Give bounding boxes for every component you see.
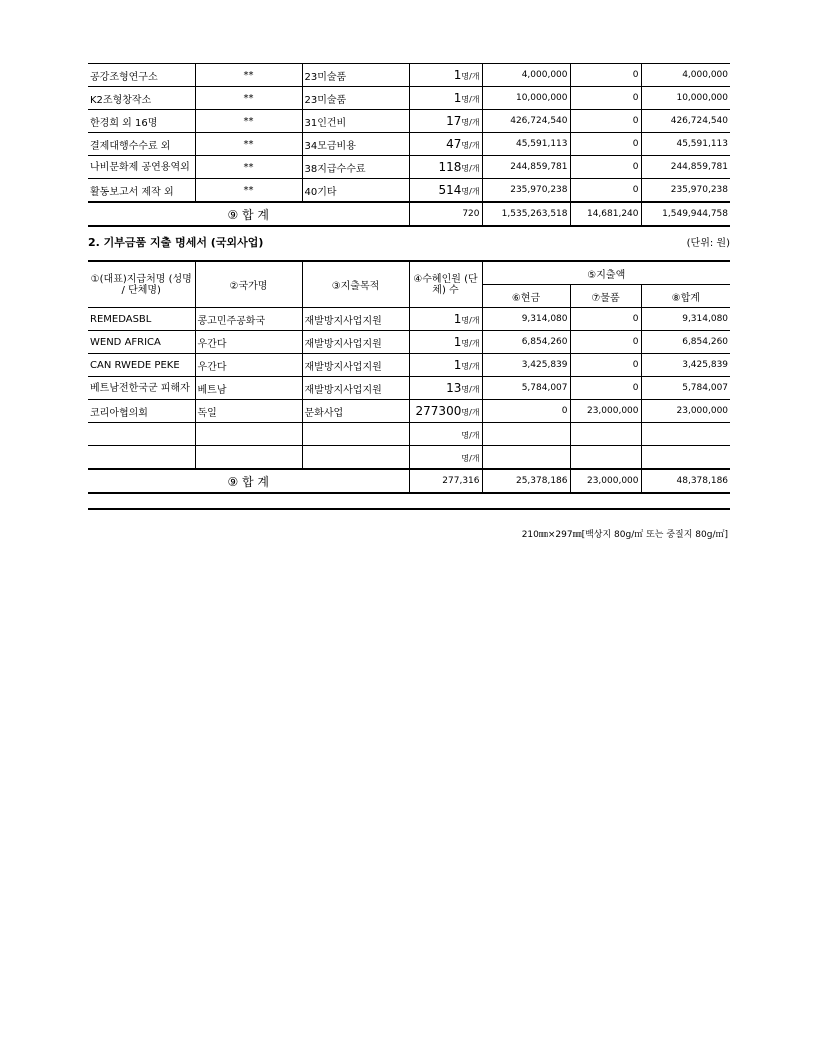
header-recipient: ①(대표)지급처명 (성명 / 단체명) [88,261,195,308]
total-count: 277,316 [409,469,482,493]
expense-purpose: 재발방지사업지원 [302,308,409,331]
expense-purpose: 재발방지사업지원 [302,354,409,377]
goods-amount: 0 [570,133,641,156]
table-row [88,156,730,179]
cash-amount: 6,854,260 [482,331,570,354]
expense-purpose: 34모금비용 [302,133,409,156]
total-label: ⑨ 합 계 [88,469,409,493]
masked-code: ** [195,64,302,87]
expense-purpose [302,446,409,470]
total-row [88,469,730,493]
header-cash: ⑥현금 [482,285,570,308]
goods-amount: 0 [570,110,641,133]
total-amount [641,423,730,446]
recipient-name: 공강조형연구소 [88,64,195,87]
beneficiary-count: 명/개 [409,446,482,470]
country-name [195,423,302,446]
table-row [88,377,730,400]
recipient-name: CAN RWEDE PEKE [88,354,195,377]
paper-spec-note: 210㎜×297㎜[백상지 80g/㎡ 또는 중질지 80g/㎡] [521,530,728,540]
overseas-expenditure-table [88,260,730,494]
total-amount: 23,000,000 [641,400,730,423]
recipient-name: 결제대행수수료 외 [88,133,195,156]
goods-amount: 0 [570,87,641,110]
recipient-name: 나비문화제 공연용역외 [88,156,195,179]
total-goods: 14,681,240 [570,202,641,226]
country-name: 베트남 [195,377,302,400]
cash-amount: 45,591,113 [482,133,570,156]
expense-purpose: 23미술품 [302,64,409,87]
goods-amount: 23,000,000 [570,400,641,423]
goods-amount: 0 [570,331,641,354]
masked-code: ** [195,110,302,133]
section-heading [88,234,730,252]
beneficiary-count: 1명/개 [409,87,482,110]
cash-amount [482,423,570,446]
beneficiary-count: 17명/개 [409,110,482,133]
total-sum: 48,378,186 [641,469,730,493]
total-amount: 5,784,007 [641,377,730,400]
goods-amount: 0 [570,64,641,87]
header-country: ②국가명 [195,261,302,308]
total-amount: 235,970,238 [641,179,730,203]
total-count: 720 [409,202,482,226]
expense-purpose: 23미술품 [302,87,409,110]
goods-amount [570,446,641,470]
goods-amount [570,423,641,446]
country-name [195,446,302,470]
domestic-expenditure-table [88,63,730,227]
table-row [88,110,730,133]
beneficiary-count: 1명/개 [409,64,482,87]
total-amount: 3,425,839 [641,354,730,377]
total-goods: 23,000,000 [570,469,641,493]
country-name: 독일 [195,400,302,423]
table-row [88,423,730,446]
table-row [88,308,730,331]
recipient-name: 베트남전한국군 피해자 [88,377,195,400]
total-amount: 10,000,000 [641,87,730,110]
total-cash: 1,535,263,518 [482,202,570,226]
country-name: 우간다 [195,331,302,354]
total-amount: 4,000,000 [641,64,730,87]
total-amount: 6,854,260 [641,331,730,354]
table-row [88,179,730,203]
beneficiary-count: 47명/개 [409,133,482,156]
table-row [88,64,730,87]
goods-amount: 0 [570,377,641,400]
total-sum: 1,549,944,758 [641,202,730,226]
header-total: ⑧합계 [641,285,730,308]
total-cash: 25,378,186 [482,469,570,493]
country-name: 콩고민주공화국 [195,308,302,331]
total-amount [641,446,730,470]
recipient-name: 코리아협의회 [88,400,195,423]
masked-code: ** [195,156,302,179]
beneficiary-count: 277300명/개 [409,400,482,423]
total-label: ⑨ 합 계 [88,202,409,226]
total-amount: 9,314,080 [641,308,730,331]
table-row [88,87,730,110]
beneficiary-count: 118명/개 [409,156,482,179]
expense-purpose: 재발방지사업지원 [302,331,409,354]
table-row [88,133,730,156]
cash-amount [482,446,570,470]
expense-purpose: 문화사업 [302,400,409,423]
expense-purpose: 38지급수수료 [302,156,409,179]
goods-amount: 0 [570,308,641,331]
beneficiary-count: 514명/개 [409,179,482,203]
page-divider [88,508,730,510]
masked-code: ** [195,87,302,110]
recipient-name: WEND AFRICA [88,331,195,354]
cash-amount: 426,724,540 [482,110,570,133]
goods-amount: 0 [570,156,641,179]
table-row [88,400,730,423]
cash-amount: 3,425,839 [482,354,570,377]
unit-label: (단위: 원) [686,238,730,249]
recipient-name: 활동보고서 제작 외 [88,179,195,203]
total-row [88,202,730,226]
goods-amount: 0 [570,179,641,203]
beneficiary-count: 1명/개 [409,354,482,377]
header-row [88,261,730,285]
cash-amount: 235,970,238 [482,179,570,203]
expense-purpose: 31인건비 [302,110,409,133]
beneficiary-count: 1명/개 [409,308,482,331]
recipient-name: 한경희 외 16명 [88,110,195,133]
header-beneficiaries: ④수혜인원 (단체) 수 [409,261,482,308]
beneficiary-count: 명/개 [409,423,482,446]
total-amount: 426,724,540 [641,110,730,133]
recipient-name: K2조형창작소 [88,87,195,110]
expense-purpose: 40기타 [302,179,409,203]
cash-amount: 10,000,000 [482,87,570,110]
total-amount: 244,859,781 [641,156,730,179]
cash-amount: 4,000,000 [482,64,570,87]
expense-purpose [302,423,409,446]
expense-purpose: 재발방지사업지원 [302,377,409,400]
recipient-name [88,446,195,470]
beneficiary-count: 1명/개 [409,331,482,354]
table-row [88,446,730,470]
table-row [88,331,730,354]
cash-amount: 244,859,781 [482,156,570,179]
masked-code: ** [195,133,302,156]
cash-amount: 0 [482,400,570,423]
masked-code: ** [195,179,302,203]
total-amount: 45,591,113 [641,133,730,156]
recipient-name [88,423,195,446]
section-title: 2. 기부금품 지출 명세서 (국외사업) [88,236,264,249]
country-name: 우간다 [195,354,302,377]
goods-amount: 0 [570,354,641,377]
header-purpose: ③지출목적 [302,261,409,308]
header-amount: ⑤지출액 [482,261,730,285]
table-row [88,354,730,377]
cash-amount: 5,784,007 [482,377,570,400]
cash-amount: 9,314,080 [482,308,570,331]
recipient-name: REMEDASBL [88,308,195,331]
header-goods: ⑦물품 [570,285,641,308]
beneficiary-count: 13명/개 [409,377,482,400]
